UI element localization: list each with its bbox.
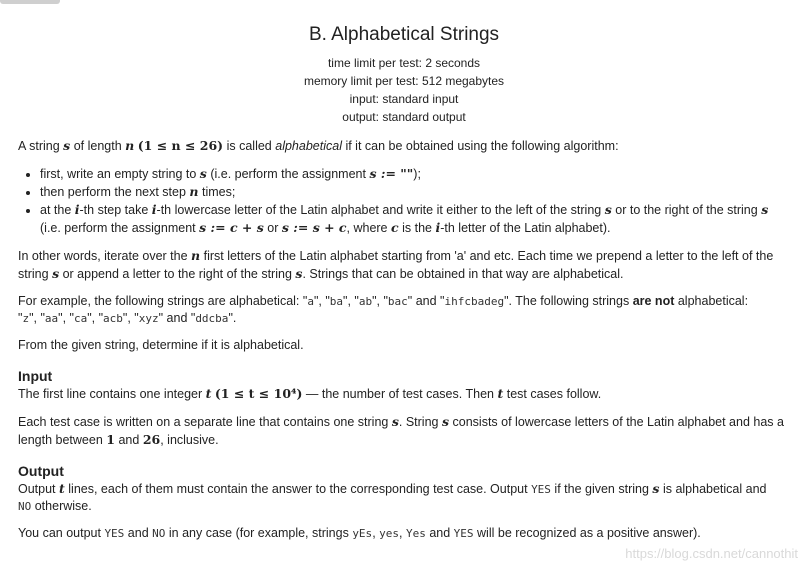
algorithm-steps [18, 165, 793, 237]
input-spec: input: standard input [349, 92, 459, 106]
output-line-2: You can output YES and NO in any case (for example, strings yEs, yes, Yes and YES will be recognized as a positive answer). [18, 526, 701, 540]
task-paragraph: From the given string, determine if it is alphabetical. [18, 338, 304, 352]
input-line-1: The first line contains one integer t (1 ≤ t ≤ 10⁴) — the number of test cases. Then t test cases follow. [18, 386, 602, 401]
list-item: • first, write an empty string to s (i.e. perform the assignment s := ""); [40, 165, 793, 183]
input-heading: Input [18, 368, 53, 384]
input-line-2: Each test case is written on a separate line that contains one string s. String s consists of lowercase letters of the Latin alphabet and has a length between 1 and 26, inclusive. [18, 414, 784, 447]
output-heading: Output [18, 463, 64, 479]
list-item: • at the i-th step take i-th lowercase letter of the Latin alphabet and write it either to the left of the string s or to the right of the string s (i.e. perform the assignment s := c + s or s := s + c, where c is the i-th letter of the Latin alphabet). [40, 201, 793, 237]
intro-paragraph: A string s of length n (1 ≤ n ≤ 26) is called alphabetical if it can be obtained using the following algorithm: [18, 138, 619, 153]
memory-limit: memory limit per test: 512 megabytes [303, 74, 505, 88]
watermark: https://blog.csdn.net/cannothit [625, 546, 798, 561]
list-item: • then perform the next step n times; [40, 183, 793, 201]
output-spec: output: standard output [342, 110, 466, 124]
explanation-paragraph: In other words, iterate over the n first letters of the Latin alphabet starting from 'a' and etc. Each time we prepend a letter to the left of the string s or append a letter to the right of the string s. Strings that can be obtained in that way are alphabetical. [18, 248, 774, 281]
problem-header [0, 24, 808, 126]
problem-title: B. Alphabetical Strings [308, 24, 500, 45]
examples-paragraph: For example, the following strings are alphabetical: "a", "ba", "ab", "bac" and "ihfcbadeg". The following strings are not alphabetical: "z", "aa", "ca", "acb", "xyz" and "ddcba". [18, 294, 749, 325]
output-line-1: Output t lines, each of them must contain the answer to the corresponding test case. Output YES if the given string s is alphabetical and NO otherwise. [18, 481, 767, 513]
time-limit: time limit per test: 2 seconds [327, 56, 481, 70]
problem-statement [18, 137, 793, 542]
top-tab-strip [0, 0, 60, 4]
